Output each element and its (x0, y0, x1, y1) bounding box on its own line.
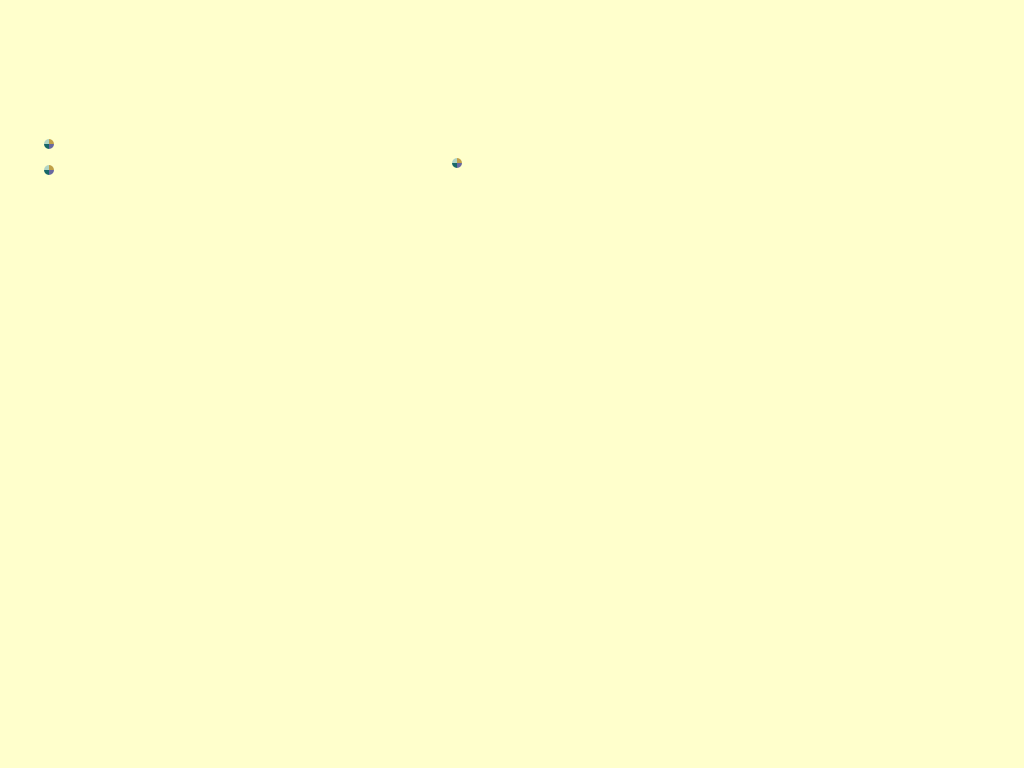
bottom-decorative-strip (34, 760, 1010, 768)
left-bullet-list (44, 132, 434, 158)
top-decorative-banner (24, 8, 1000, 46)
sonnet-panel (452, 152, 1012, 176)
bullet-icon (44, 165, 54, 175)
bullet-icon (452, 158, 462, 168)
bullet-icon (44, 139, 54, 149)
